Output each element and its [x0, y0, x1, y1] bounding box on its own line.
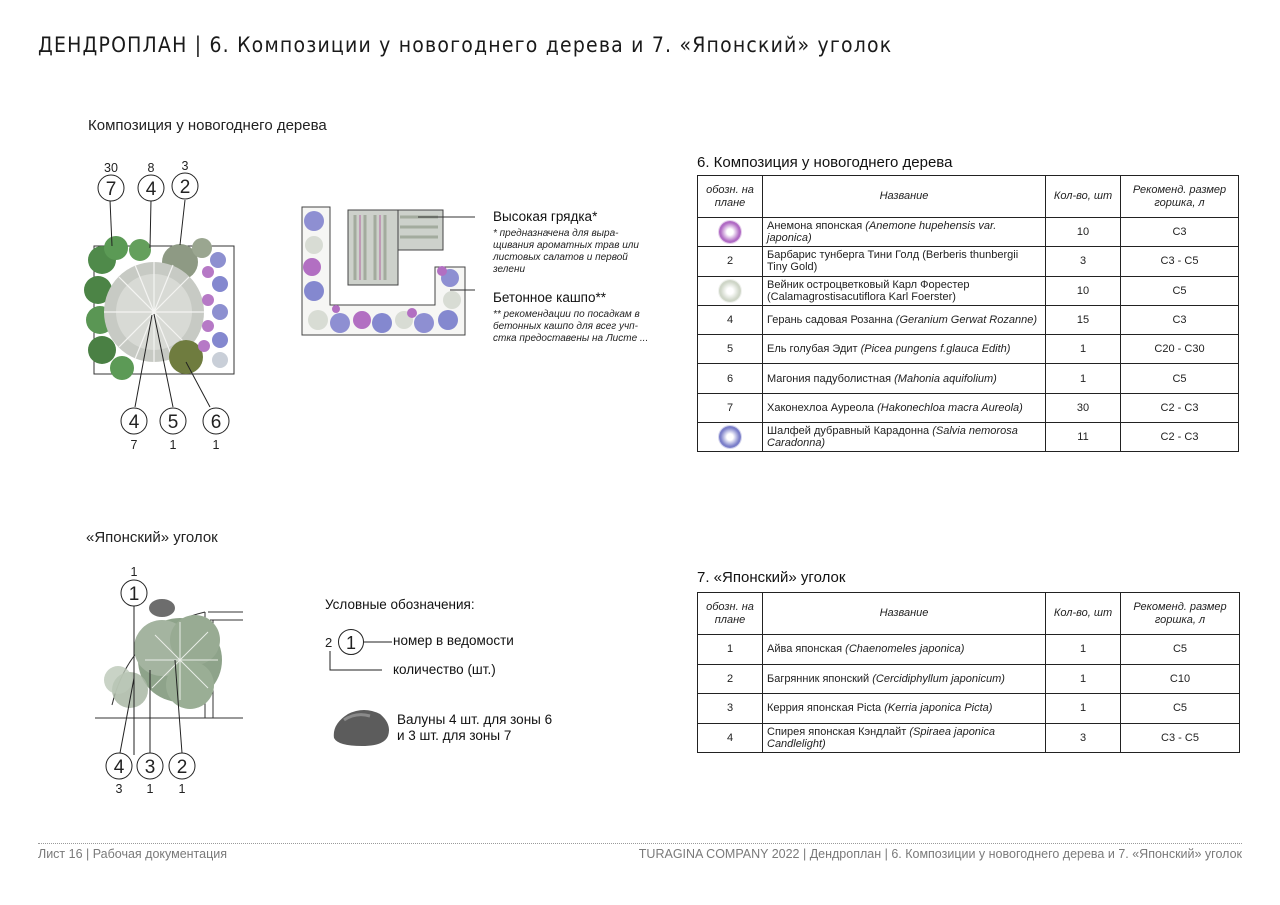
row-name [763, 276, 1046, 305]
table7 [697, 592, 1240, 753]
row-pot-size: С5 [1121, 694, 1240, 724]
row-name [763, 664, 1046, 694]
table-row [698, 635, 1240, 665]
row-mark: 5 [698, 335, 763, 364]
high-bed-label: Высокая грядка* [493, 209, 598, 224]
grass-icon [719, 280, 741, 302]
row-qty: 3 [1046, 723, 1121, 753]
japanese-corner-plan [90, 560, 250, 800]
row-pot-size: С3 [1121, 305, 1239, 334]
table-row [698, 393, 1239, 422]
plant-name-ru: Анемона японская [767, 220, 866, 233]
svg-text:1: 1 [212, 438, 220, 452]
plant-name-latin: (Picea pungens f.glauca Edith) [860, 343, 1011, 356]
row-name [763, 423, 1046, 452]
row-qty: 10 [1046, 276, 1121, 305]
row-qty: 1 [1046, 364, 1121, 393]
boulder-shape [149, 599, 175, 617]
svg-text:3: 3 [181, 159, 189, 173]
row-pot-size: С5 [1121, 635, 1240, 665]
row-mark: 7 [698, 393, 763, 422]
callout-bottom-5 [160, 408, 186, 452]
row-qty: 1 [1046, 335, 1121, 364]
row-qty: 15 [1046, 305, 1121, 334]
callout-bottom-6 [203, 408, 229, 452]
svg-text:30: 30 [104, 161, 118, 175]
row-name [763, 694, 1046, 724]
plant-name-latin: (Spiraea japonica Candlelight) [767, 725, 995, 750]
table7-body [698, 635, 1240, 753]
svg-text:2: 2 [325, 635, 333, 650]
row-name [763, 218, 1046, 247]
row-name [763, 723, 1046, 753]
table6-caption: 6. Композиция у новогоднего дерева [697, 154, 953, 171]
mahonia-shrub [169, 340, 203, 374]
svg-text:7: 7 [130, 438, 138, 452]
table6-header-name: Название [763, 176, 1046, 218]
salvia-icon [719, 426, 741, 448]
row-pot-size: С3 - С5 [1121, 723, 1240, 753]
table-row [698, 247, 1239, 276]
table7-header-pot: Рекоменд. размер горшка, л [1121, 593, 1240, 635]
svg-text:7: 7 [105, 179, 117, 200]
table6-header-pot: Рекоменд. размер горшка, л [1121, 176, 1239, 218]
svg-text:1: 1 [345, 633, 357, 653]
svg-text:4: 4 [145, 179, 157, 200]
boulder-icon [330, 706, 392, 748]
footer-left: Лист 16 | Рабочая документация [38, 847, 228, 861]
callout-top-4 [138, 161, 164, 201]
row-mark: 4 [698, 305, 763, 334]
japanese-shrubs [104, 599, 222, 709]
plant-name-ru: Керрия японская Picta [767, 702, 885, 715]
plant-name-ru: Ель голубая Эдит [767, 343, 861, 356]
table6-header-mark: обозн. на плане [698, 176, 763, 218]
svg-text:2: 2 [179, 177, 191, 198]
plant-name-ru: Магония падуболистная [767, 372, 895, 385]
row-mark [698, 218, 763, 247]
plant-name-latin: (Geranium Gerwat Rozanne) [895, 314, 1038, 327]
boulders-text-line-2: и 3 шт. для зоны 7 [397, 728, 512, 743]
svg-text:4: 4 [113, 757, 125, 778]
table-row [698, 276, 1239, 305]
plant-name-latin: (Berberis thunbergii Tiny Gold) [767, 249, 1019, 274]
plant-name-latin: (Hakonechloa macra Aureola) [877, 401, 1023, 414]
row-mark: 4 [698, 723, 763, 753]
table-row [698, 694, 1240, 724]
table7-header-row [698, 593, 1240, 635]
svg-text:1: 1 [128, 584, 140, 605]
composition-plan-illustration [80, 150, 255, 460]
row-mark: 2 [698, 247, 763, 276]
row-name [763, 393, 1046, 422]
row-mark: 2 [698, 664, 763, 694]
plant-name-latin: (Chaenomeles japonica) [845, 643, 965, 656]
callout-jp-bottom-2 [169, 753, 195, 796]
row-mark: 1 [698, 635, 763, 665]
table-row [698, 423, 1239, 452]
anemone-icon [719, 221, 741, 243]
svg-text:1: 1 [178, 782, 186, 796]
row-name [763, 635, 1046, 665]
row-mark: 6 [698, 364, 763, 393]
row-qty: 10 [1046, 218, 1121, 247]
row-mark: 3 [698, 694, 763, 724]
footer-right: TURAGINA COMPANY 2022 | Дендроплан | 6. Композиции у новогоднего дерева и 7. «Японский» уголок [638, 847, 1242, 861]
footer-divider [38, 843, 1242, 844]
row-qty: 1 [1046, 694, 1121, 724]
plant-name-ru: Герань садовая Розанна [767, 314, 896, 327]
callout-top-2 [172, 159, 198, 199]
plant-name-ru: Хаконехлоа Ауреола [767, 401, 878, 414]
table6-header-row [698, 176, 1239, 218]
row-pot-size: С2 - С3 [1121, 423, 1239, 452]
svg-text:3: 3 [144, 757, 156, 778]
row-qty: 30 [1046, 393, 1121, 422]
table7-header-qty: Кол-во, шт [1046, 593, 1121, 635]
svg-text:3: 3 [115, 782, 123, 796]
japanese-section-title: «Японский» уголок [86, 529, 218, 546]
row-mark [698, 423, 763, 452]
table-row [698, 305, 1239, 334]
plant-name-ru: Барбарис тунберга Тини Голд [767, 249, 923, 262]
plant-name-ru: Вейник остроцветковый Карл Форестер [767, 278, 970, 291]
plant-name-latin: (Anemone hupehensis var. japonica) [767, 220, 997, 245]
table7-header-name: Название [763, 593, 1046, 635]
row-qty: 1 [1046, 664, 1121, 694]
row-pot-size: С10 [1121, 664, 1240, 694]
callout-bottom-4 [121, 408, 147, 452]
svg-text:1: 1 [130, 565, 138, 579]
callout-top-7 [98, 161, 124, 201]
plant-name-ru: Айва японская [767, 643, 846, 656]
table-row [698, 335, 1239, 364]
table6-header-qty: Кол-во, шт [1046, 176, 1121, 218]
row-pot-size: С3 [1121, 218, 1239, 247]
plant-name-ru: Шалфей дубравный Карадонна [767, 425, 933, 438]
row-name [763, 247, 1046, 276]
legend-number-label: номер в ведомости [393, 633, 514, 648]
page-title: ДЕНДРОПЛАН | 6. Композиции у новогоднего дерева и 7. «Японский» уголок [38, 33, 893, 57]
row-pot-size: С5 [1121, 364, 1239, 393]
plant-name-latin: (Kerria japonica Picta) [884, 702, 993, 715]
planter-note: ** рекомендации по посадкам в бетонных кашпо для всег учп-стка предоставены на Листе ... [493, 309, 649, 344]
row-qty: 11 [1046, 423, 1121, 452]
planter-label: Бетонное кашпо** [493, 290, 607, 305]
svg-text:1: 1 [146, 782, 154, 796]
plant-name-latin: (Salvia nemorosa Caradonna) [767, 425, 1018, 450]
row-pot-size: С20 - С30 [1121, 335, 1239, 364]
table7-header-mark: обозн. на плане [698, 593, 763, 635]
table7-caption: 7. «Японский» уголок [697, 569, 846, 586]
row-pot-size: С3 - С5 [1121, 247, 1239, 276]
callout-top-1 [121, 565, 147, 606]
svg-text:5: 5 [167, 412, 179, 433]
boulders-text [397, 712, 552, 744]
plant-name-latin: (Mahonia aquifolium) [894, 372, 997, 385]
callout-jp-bottom-3 [137, 753, 163, 796]
svg-text:1: 1 [169, 438, 177, 452]
bed-planter-plan [300, 205, 475, 340]
row-qty: 1 [1046, 635, 1121, 665]
composition-section-title: Композиция у новогоднего дерева [88, 117, 327, 134]
row-pot-size: С2 - С3 [1121, 393, 1239, 422]
plant-name-latin: (Cercidiphyllum japonicum) [872, 672, 1005, 685]
legend-qty-label: количество (шт.) [393, 662, 496, 677]
row-pot-size: С5 [1121, 276, 1239, 305]
row-qty: 3 [1046, 247, 1121, 276]
svg-text:2: 2 [176, 757, 188, 778]
plant-name-ru: Багрянник японский [767, 672, 873, 685]
svg-text:6: 6 [210, 412, 222, 433]
row-name [763, 305, 1046, 334]
legend-title: Условные обозначения: [325, 597, 475, 612]
row-name [763, 335, 1046, 364]
callout-jp-bottom-4 [106, 753, 132, 796]
table6-body [698, 218, 1239, 452]
row-mark [698, 276, 763, 305]
table-row [698, 364, 1239, 393]
table6 [697, 175, 1239, 452]
svg-text:8: 8 [147, 161, 155, 175]
table-row [698, 218, 1239, 247]
legend-example-callout [322, 626, 402, 678]
plant-name-ru: Спирея японская Кэндлайт [767, 725, 910, 738]
plant-name-latin: (Calamagrostisacutiflora Karl Foerster) [767, 290, 956, 303]
table-row [698, 723, 1240, 753]
boulders-text-line-1: Валуны 4 шт. для зоны 6 [397, 712, 553, 727]
svg-text:4: 4 [128, 412, 140, 433]
table-row [698, 664, 1240, 694]
row-name [763, 364, 1046, 393]
high-bed-note: * предназначена для выра-щивания ароматных трав или листовых салатов и первой зелени [493, 228, 639, 275]
